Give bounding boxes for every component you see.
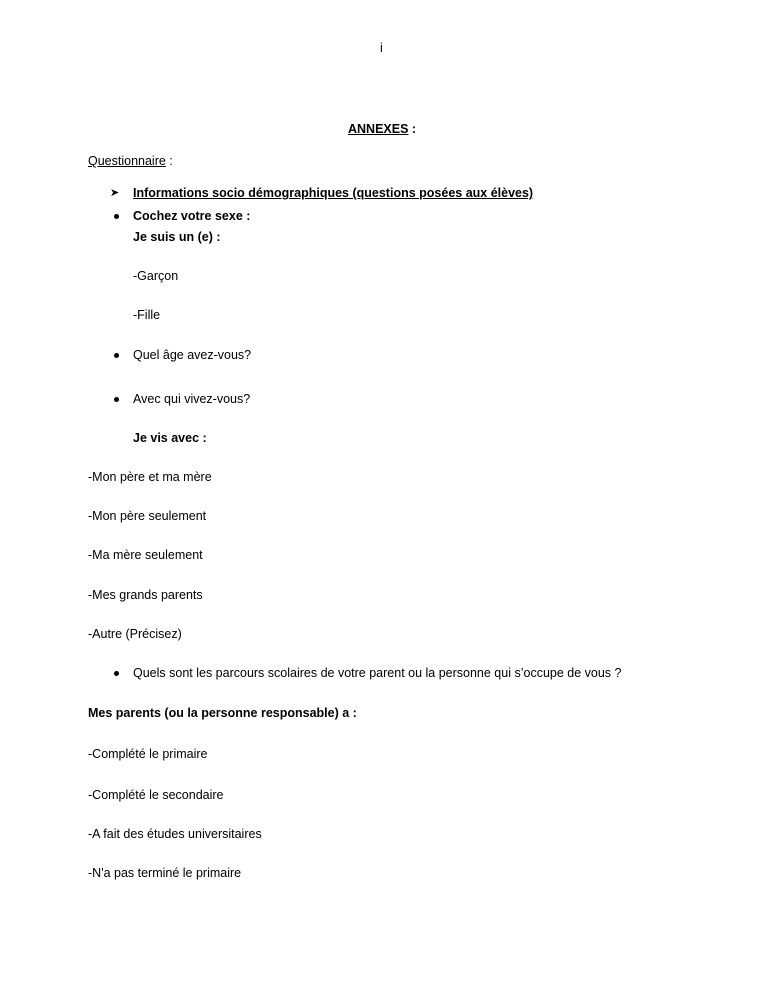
page-number: i	[380, 41, 383, 55]
dot-bullet-icon	[114, 397, 119, 402]
sexe-question: Cochez votre sexe :	[133, 209, 251, 223]
parcours-question: Quels sont les parcours scolaires de votre parent ou la personne qui s’occupe de vous ?	[133, 666, 622, 680]
demographics-heading: Informations socio démographiques (questions posées aux élèves)	[133, 186, 534, 200]
parents-option-universitaires: -A fait des études universitaires	[88, 827, 262, 841]
dot-bullet-icon	[114, 671, 119, 676]
vivre-option-autre: -Autre (Précisez)	[88, 627, 182, 641]
parents-option-secondaire: -Complété le secondaire	[88, 788, 224, 802]
vivre-option-grands-parents: -Mes grands parents	[88, 588, 203, 602]
section-suffix: :	[165, 154, 173, 168]
vivre-question: Avec qui vivez-vous?	[133, 392, 251, 406]
sexe-option-garcon: -Garçon	[133, 269, 179, 283]
vivre-prompt: Je vis avec :	[133, 431, 207, 445]
arrow-bullet-icon: ➤	[110, 187, 120, 199]
vivre-option-pere-mere: -Mon père et ma mère	[88, 470, 212, 484]
parents-option-pas-primaire: -N'a pas terminé le primaire	[88, 866, 242, 880]
dot-bullet-icon	[114, 214, 119, 219]
title-label: ANNEXES	[348, 122, 409, 136]
sexe-prompt: Je suis un (e) :	[133, 230, 221, 244]
age-question: Quel âge avez-vous?	[133, 348, 252, 362]
vivre-option-pere: -Mon père seulement	[88, 509, 207, 523]
section-label: Questionnaire	[88, 154, 166, 168]
page-title	[348, 122, 416, 137]
parents-prompt: Mes parents (ou la personne responsable) a :	[88, 706, 357, 720]
parents-option-primaire: -Complété le primaire	[88, 747, 208, 761]
vivre-option-mere: -Ma mère seulement	[88, 548, 203, 562]
section-heading	[88, 154, 173, 169]
dot-bullet-icon	[114, 353, 119, 358]
sexe-option-fille: -Fille	[133, 308, 161, 322]
title-suffix: :	[408, 122, 417, 136]
